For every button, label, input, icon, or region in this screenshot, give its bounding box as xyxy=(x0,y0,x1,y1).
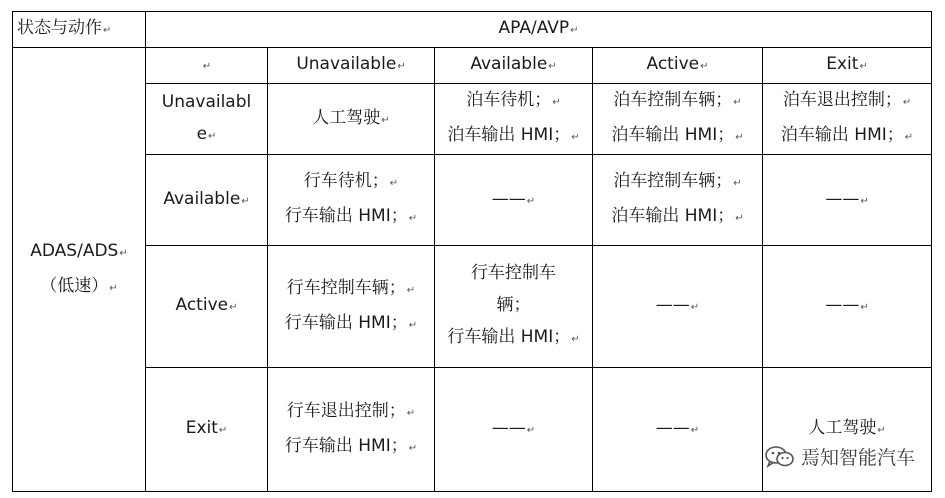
table-row xyxy=(13,155,932,246)
cell-3-2: ——↵ xyxy=(593,368,763,492)
row-group-label: ADAS/ADS xyxy=(30,240,119,261)
table-row xyxy=(13,48,932,84)
watermark xyxy=(765,443,915,470)
corner-label: 状态与动作 xyxy=(17,18,102,38)
row-header-active: Active↵ xyxy=(146,246,268,368)
cell-1-2: 泊车控制车辆；↵ 泊车输出 HMI；↵ xyxy=(593,155,763,246)
row-header-text: e xyxy=(196,123,208,144)
paragraph-mark: ↵ xyxy=(109,282,118,294)
table-row xyxy=(13,12,932,48)
row-group-header xyxy=(13,48,146,492)
cell-3-0: 行车退出控制；↵ 行车输出 HMI；↵ xyxy=(268,368,435,492)
cell-3-1: ——↵ xyxy=(435,368,593,492)
cell-2-0: 行车控制车辆；↵ 行车输出 HMI；↵ xyxy=(268,246,435,368)
corner-header xyxy=(13,12,146,48)
col-header-unavailable: Unavailable↵ xyxy=(268,48,435,84)
row-header-exit: Exit↵ xyxy=(146,368,268,492)
row-header-text: Unavailabl xyxy=(161,91,252,112)
watermark-text: 焉知智能汽车 xyxy=(800,447,915,469)
table-row xyxy=(13,246,932,368)
cell-0-3: 泊车退出控制；↵ 泊车输出 HMI；↵ xyxy=(763,84,932,155)
col-group-header xyxy=(146,12,932,48)
table-row xyxy=(13,84,932,155)
wechat-icon xyxy=(765,445,795,469)
row-group-sublabel: （低速） xyxy=(40,275,109,296)
cell-2-2: ——↵ xyxy=(593,246,763,368)
paragraph-mark: ↵ xyxy=(570,25,579,36)
col-group-label: APA/AVP xyxy=(498,18,570,38)
cell-1-3: ——↵ xyxy=(763,155,932,246)
col-header-active: Active↵ xyxy=(593,48,763,84)
table-row xyxy=(13,368,932,492)
col-header-available: Available↵ xyxy=(435,48,593,84)
cell-0-2: 泊车控制车辆；↵ 泊车输出 HMI；↵ xyxy=(593,84,763,155)
row-header-available: Available↵ xyxy=(146,155,268,246)
paragraph-mark: ↵ xyxy=(119,247,128,259)
cell-0-1: 泊车待机；↵ 泊车输出 HMI；↵ xyxy=(435,84,593,155)
cell-1-1: ——↵ xyxy=(435,155,593,246)
paragraph-mark: ↵ xyxy=(103,25,112,36)
state-action-table xyxy=(12,11,932,492)
blank-header-cell xyxy=(146,48,268,84)
cell-0-0: 人工驾驶↵ xyxy=(268,84,435,155)
col-header-exit: Exit↵ xyxy=(763,48,932,84)
row-header-unavailable: Unavailabl e↵ xyxy=(146,84,268,155)
cell-2-3: ——↵ xyxy=(763,246,932,368)
cell-1-0: 行车待机；↵ 行车输出 HMI；↵ xyxy=(268,155,435,246)
cell-3-3: 人工驾驶↵ xyxy=(763,368,932,492)
paragraph-mark: ↵ xyxy=(202,61,212,72)
cell-2-1: 行车控制车 辆； 行车输出 HMI；↵ xyxy=(435,246,593,368)
